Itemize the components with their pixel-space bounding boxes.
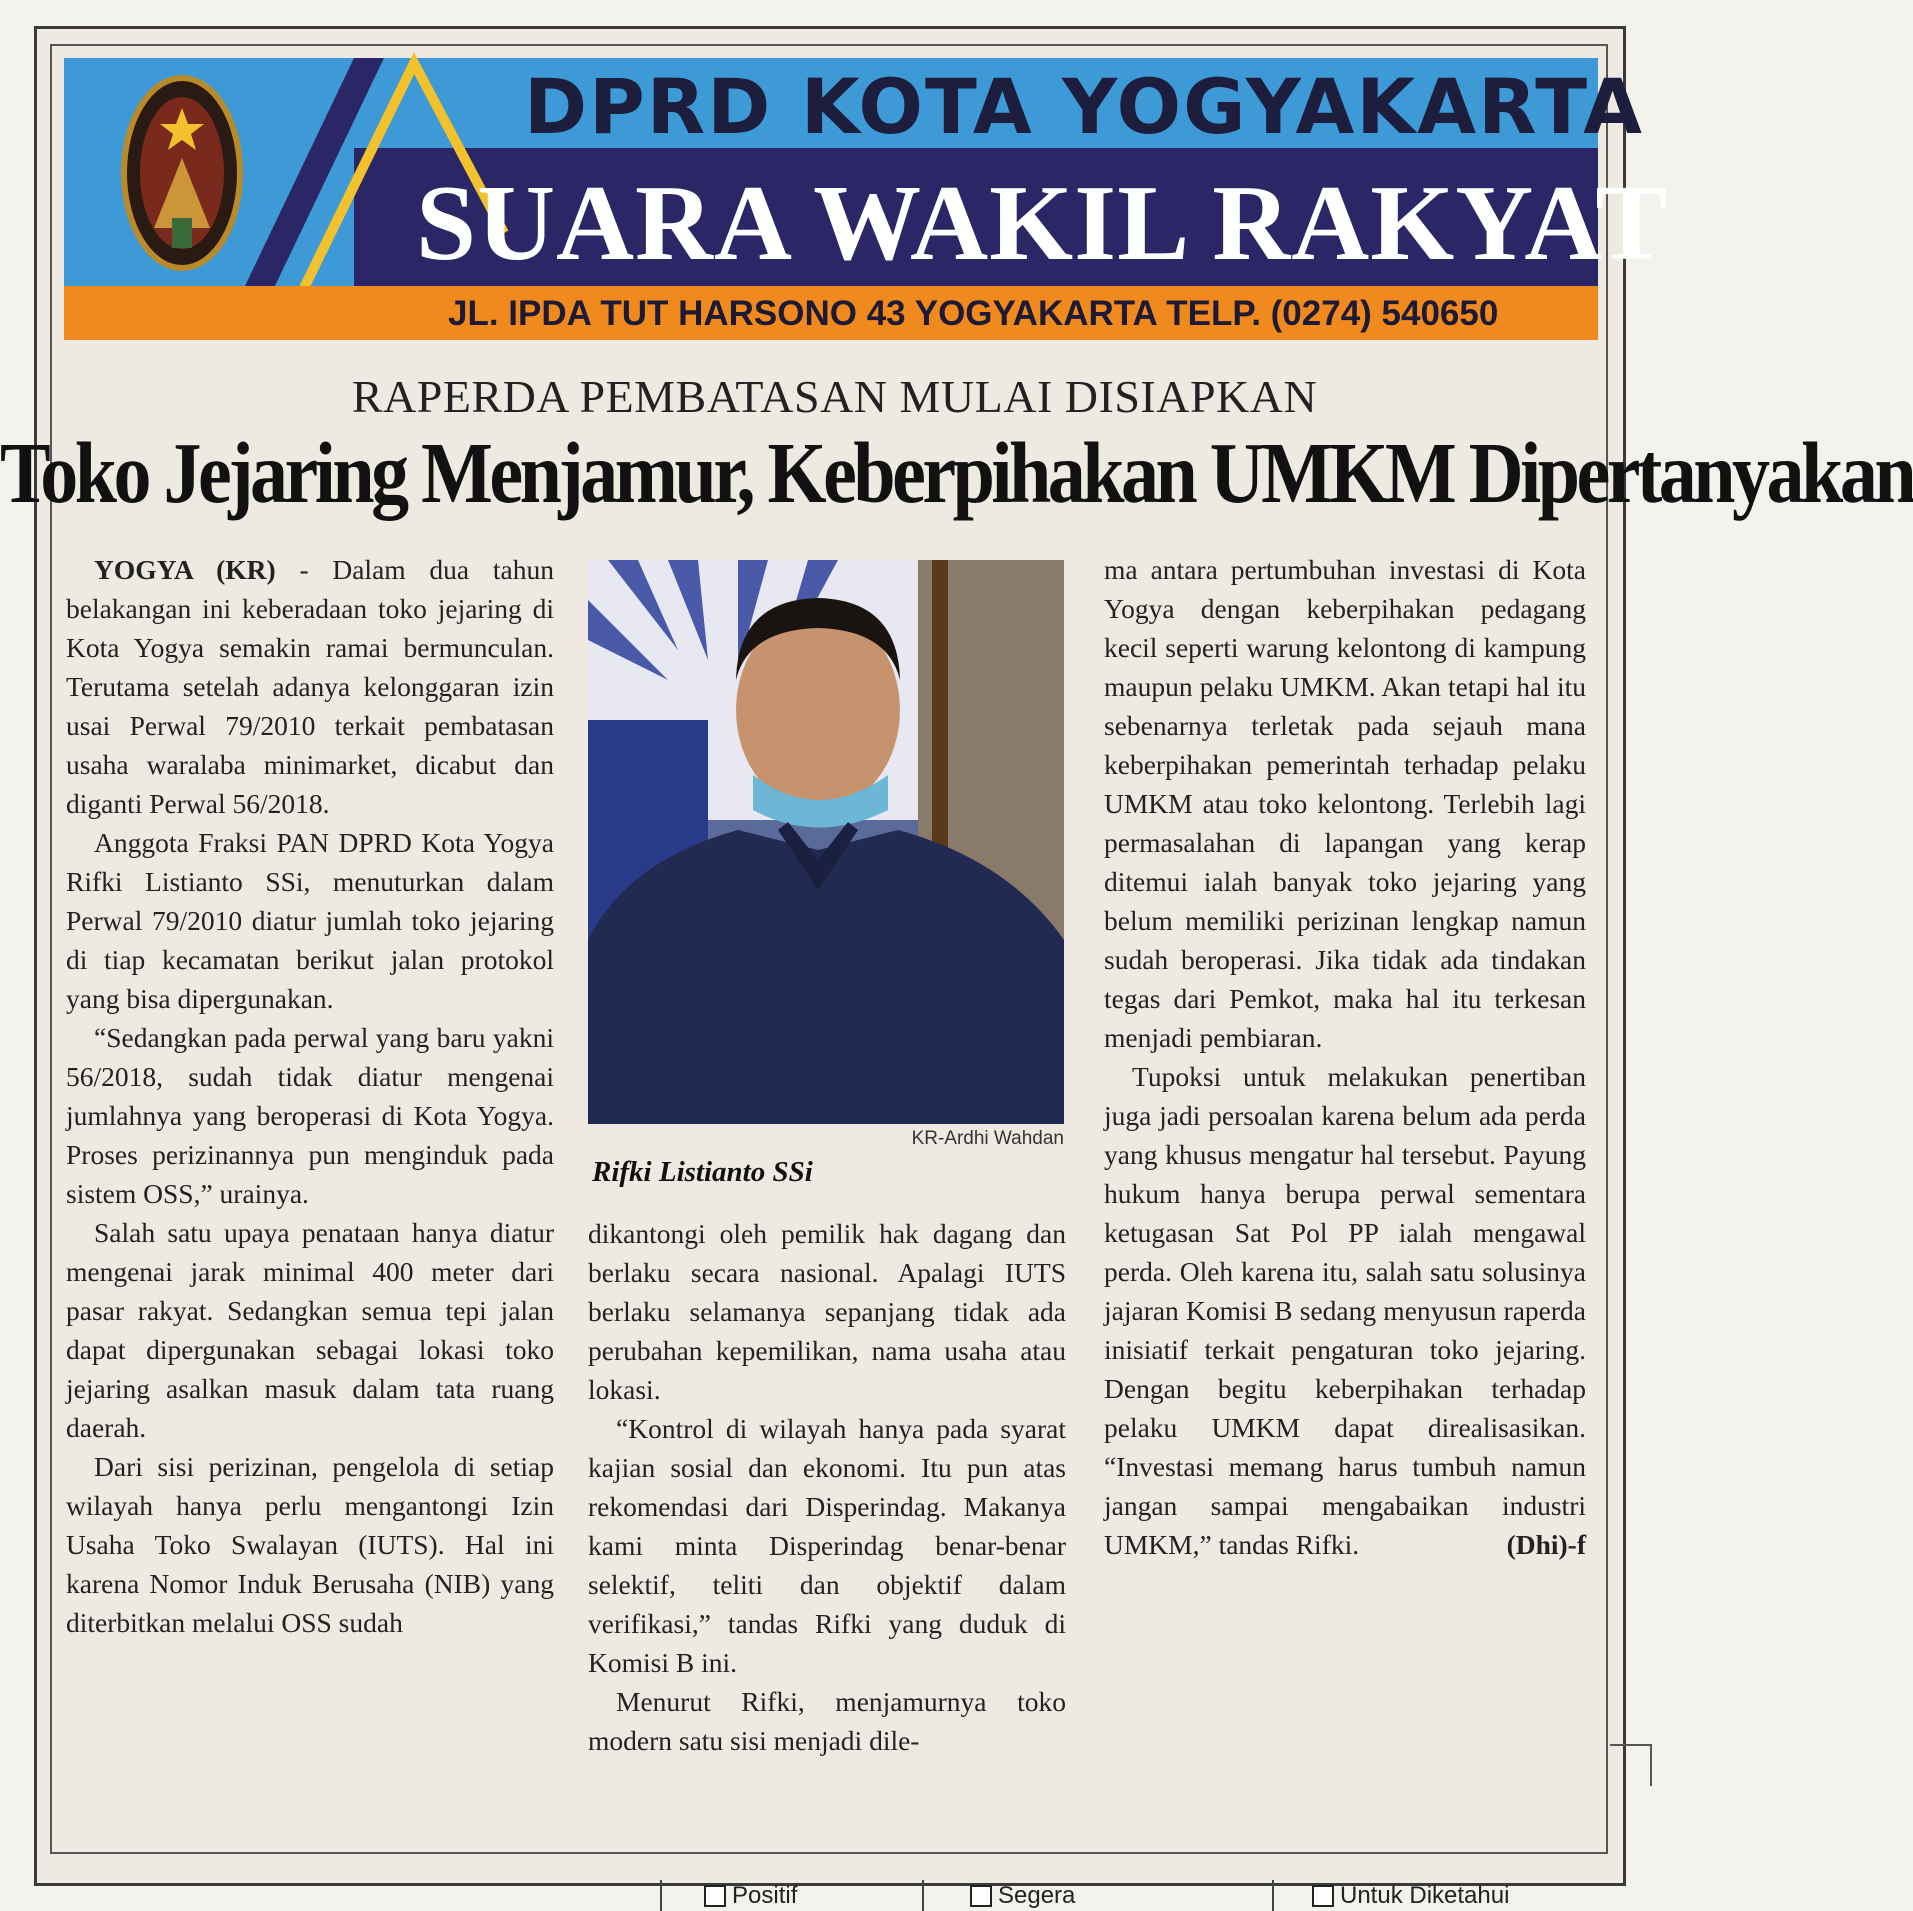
- checkbox-label: Segera: [998, 1882, 1076, 1909]
- masthead-title: SUARA WAKIL RAKYAT: [416, 164, 1669, 283]
- crop-mark: [1610, 1744, 1652, 1786]
- divider: [660, 1880, 662, 1911]
- paragraph: “Sedangkan pada perwal yang baru yakni 56/2018, sudah tidak diatur mengenai jumlahnya yang beroperasi di Kota Yogya. Proses perizinannya pun menginduk pada sistem OSS,” urainya.: [66, 1022, 554, 1209]
- paragraph: “Kontrol di wilayah hanya pada syarat kajian sosial dan ekonomi. Itu pun atas rekomendasi dari Disperindag. Makanya kami minta Disperindag benar-benar selektif, teliti dan objektif dalam verifikasi,” tandas Rifki yang duduk di Komisi B ini.: [588, 1413, 1066, 1678]
- article-column-1: [66, 550, 554, 1642]
- portrait-photo-icon: [588, 560, 1064, 1124]
- footer-checkbox-row: [660, 1880, 1620, 1911]
- city-coat-of-arms-icon: [118, 68, 246, 278]
- paragraph: YOGYA (KR) - Dalam dua tahun belakangan ini keberadaan toko jejaring di Kota Yogya semakin ramai bermunculan. Terutama setelah adanya kelonggaran izin usai Perwal 79/2010 terkait pembatasan usaha waralaba minimarket, dicabut dan diganti Perwal 56/2018.: [66, 554, 555, 819]
- article-headline: Toko Jejaring Menjamur, Keberpihakan UMKM Dipertanyakan: [0, 425, 1913, 522]
- photo-caption: Rifki Listianto SSi: [592, 1156, 813, 1188]
- paragraph: ma antara pertumbuhan investasi di Kota Yogya dengan keberpihakan pedagang kecil seperti warung kelontong di kampung maupun pelaku UMKM. Akan tetapi hal itu sebenarnya terletak pada sejauh mana keberpihakan pemerintah terhadap pelaku UMKM atau toko kelontong. Terlebih lagi permasalahan di lapangan yang kerap ditemui ialah banyak toko jejaring yang belum memiliki perizinan lengkap namun sudah beroperasi. Jika tidak ada tindakan tegas dari Pemkot, maka hal itu terkesan menjadi pembiaran.: [1104, 554, 1586, 1053]
- article-kicker: RAPERDA PEMBATASAN MULAI DISIAPKAN: [351, 371, 1318, 422]
- checkbox-label: Untuk Diketahui: [1340, 1882, 1510, 1909]
- masthead-address: JL. IPDA TUT HARSONO 43 YOGYAKARTA TELP. (0274) 540650: [448, 294, 1499, 333]
- divider: [1272, 1880, 1274, 1911]
- article-column-3: [1104, 550, 1586, 1564]
- paragraph: dikantongi oleh pemilik hak dagang dan berlaku secara nasional. Apalagi IUTS berlaku selamanya sepanjang tidak ada perubahan kepemilikan, nama usaha atau lokasi.: [588, 1218, 1066, 1405]
- checkbox-label: Positif: [732, 1882, 798, 1909]
- checkbox-icon[interactable]: [704, 1885, 726, 1907]
- photo-credit: KR-Ardhi Wahdan: [911, 1128, 1064, 1149]
- article-column-2: [588, 1214, 1066, 1760]
- paragraph: Salah satu upaya penataan hanya diatur mengenai jarak minimal 400 meter dari pasar rakyat. Sedangkan semua tepi jalan dapat dipergunakan sebagai lokasi toko jejaring asalkan masuk dalam tata ruang daerah.: [66, 1217, 554, 1443]
- paragraph: Dari sisi perizinan, pengelola di setiap wilayah hanya perlu mengantongi Izin Usaha Toko Swalayan (IUTS). Hal ini karena Nomor Induk Berusaha (NIB) yang diterbitkan melalui OSS sudah: [66, 1451, 554, 1638]
- checkbox-segera[interactable]: [970, 1882, 1075, 1910]
- divider: [922, 1880, 924, 1911]
- checkbox-icon[interactable]: [1312, 1885, 1334, 1907]
- masthead: [64, 58, 1669, 340]
- paragraph: Menurut Rifki, menjamurnya toko modern satu sisi menjadi dile-: [588, 1686, 1066, 1756]
- paragraph: Anggota Fraksi PAN DPRD Kota Yogya Rifki Listianto SSi, menuturkan dalam Perwal 79/2010 diatur jumlah toko jejaring di tiap kecamatan berikut jalan protokol yang bisa dipergunakan.: [66, 827, 554, 1014]
- checkbox-positif[interactable]: [704, 1882, 797, 1910]
- checkbox-untuk-diketahui[interactable]: [1312, 1882, 1509, 1910]
- paragraph: Tupoksi untuk melakukan penertiban juga jadi persoalan karena belum ada perda yang khusus mengatur hal tersebut. Payung hukum hanya berupa perwal sementara ketugasan Sat Pol PP ialah mengawal perda. Oleh karena itu, salah satu solusinya jajaran Komisi B sedang menyusun raperda inisiatif terkait pengaturan toko jejaring. Dengan begitu keberpihakan terhadap pelaku UMKM dapat direalisasikan. “Investasi memang harus tumbuh namun jangan sampai mengabaikan industri UMKM,” tandas Rifki. (Dhi)-f: [1104, 1057, 1586, 1564]
- masthead-institution: DPRD KOTA YOGYAKARTA: [524, 62, 1644, 151]
- signoff: (Dhi)-f: [1506, 1529, 1586, 1560]
- dateline: YOGYA (KR): [94, 554, 276, 585]
- checkbox-icon[interactable]: [970, 1885, 992, 1907]
- article-photo: [588, 560, 1064, 1124]
